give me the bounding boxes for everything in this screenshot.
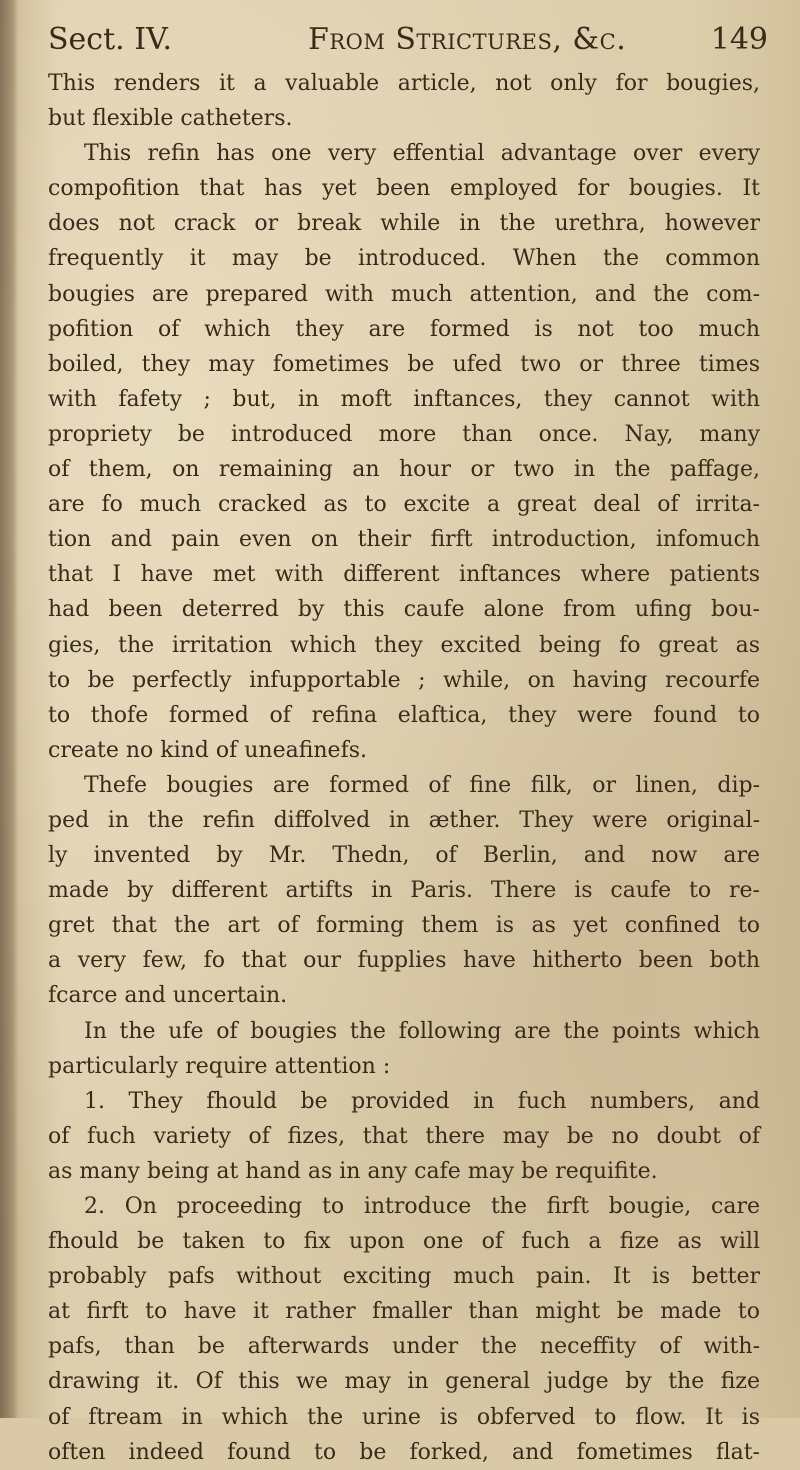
text-line: but flexible catheters.	[48, 106, 293, 132]
text-line: tion and pain even on their firft introduction, infomuch	[48, 527, 760, 553]
text-line: fhould be taken to fix upon one of fuch a fize as will	[48, 1229, 760, 1255]
text-line: gies, the irritation which they excited being fo great as	[48, 632, 760, 658]
text-line: ped in the refin diffolved in æther. They were original-	[48, 807, 760, 833]
text-line: pafs, than be afterwards under the neceffity of with-	[48, 1334, 760, 1360]
text-line: drawing it. Of this we may in general judge by the fize	[48, 1369, 760, 1395]
text-line: to thofe formed of refina elaftica, they were found to	[48, 702, 760, 728]
text-line: at firft to have it rather fmaller than might be made to	[48, 1299, 760, 1325]
text-line: bougies are prepared with much attention, and the com-	[48, 281, 760, 307]
text-line: does not crack or break while in the urethra, however	[48, 211, 760, 237]
text-line: ly invented by Mr. Thedn, of Berlin, and now are	[48, 843, 760, 869]
text-line: 1. They fhould be provided in fuch numbers, and	[84, 1088, 760, 1114]
running-head	[48, 20, 768, 60]
text-line: to be perfectly infupportable ; while, on having recourfe	[48, 667, 760, 693]
text-line: create no kind of uneafinefs.	[48, 737, 367, 763]
text-line: with fafety ; but, in moft inftances, they cannot with	[48, 386, 760, 412]
text-line: boiled, they may fometimes be ufed two or three times	[48, 351, 760, 377]
text-line: particularly require attention :	[48, 1053, 391, 1079]
section-label: Sect. IV.	[48, 22, 173, 57]
text-line: This renders it a valuable article, not only for bougies,	[48, 71, 760, 96]
text-line: frequently it may be introduced. When the common	[48, 246, 760, 272]
text-line: of ftream in which the urine is obferved to flow. It is	[48, 1404, 760, 1430]
text-line: propriety be introduced more than once. Nay, many	[48, 421, 760, 447]
page-gutter-shadow	[0, 0, 18, 1418]
text-line: In the ufe of bougies the following are the points which	[84, 1018, 760, 1044]
text-line: 2. On proceeding to introduce the firft bougie, care	[84, 1194, 760, 1219]
text-line: pofition of which they are formed is not too much	[48, 316, 760, 342]
text-line: often indeed found to be forked, and fometimes flat-	[48, 1439, 760, 1465]
text-line: had been deterred by this caufe alone from ufing bou-	[48, 597, 760, 623]
text-line: This refin has one very effential advantage over every	[84, 141, 760, 167]
text-line: Thefe bougies are formed of fine filk, or linen, dip-	[84, 772, 760, 798]
body-text	[48, 66, 760, 1470]
text-line: probably pafs without exciting much pain. It is better	[48, 1264, 760, 1290]
text-line: fcarce and uncertain.	[48, 983, 288, 1009]
text-line: as many being at hand as in any cafe may be requifite.	[48, 1158, 658, 1184]
running-title: From Strictures, &c.	[308, 22, 627, 57]
text-line: compofition that has yet been employed for bougies. It	[48, 176, 760, 202]
page-number: 149	[710, 22, 768, 57]
text-line: gret that the art of forming them is as yet confined to	[48, 913, 760, 939]
text-line: of fuch variety of fizes, that there may be no doubt of	[48, 1123, 760, 1149]
text-line: made by different artifts in Paris. There is caufe to re-	[48, 878, 760, 904]
text-line: a very few, fo that our fupplies have hitherto been both	[48, 948, 760, 974]
text-line: are fo much cracked as to excite a great deal of irrita-	[48, 492, 760, 518]
text-line: that I have met with different inftances where patients	[48, 562, 760, 588]
text-line: of them, on remaining an hour or two in the paffage,	[48, 457, 760, 483]
